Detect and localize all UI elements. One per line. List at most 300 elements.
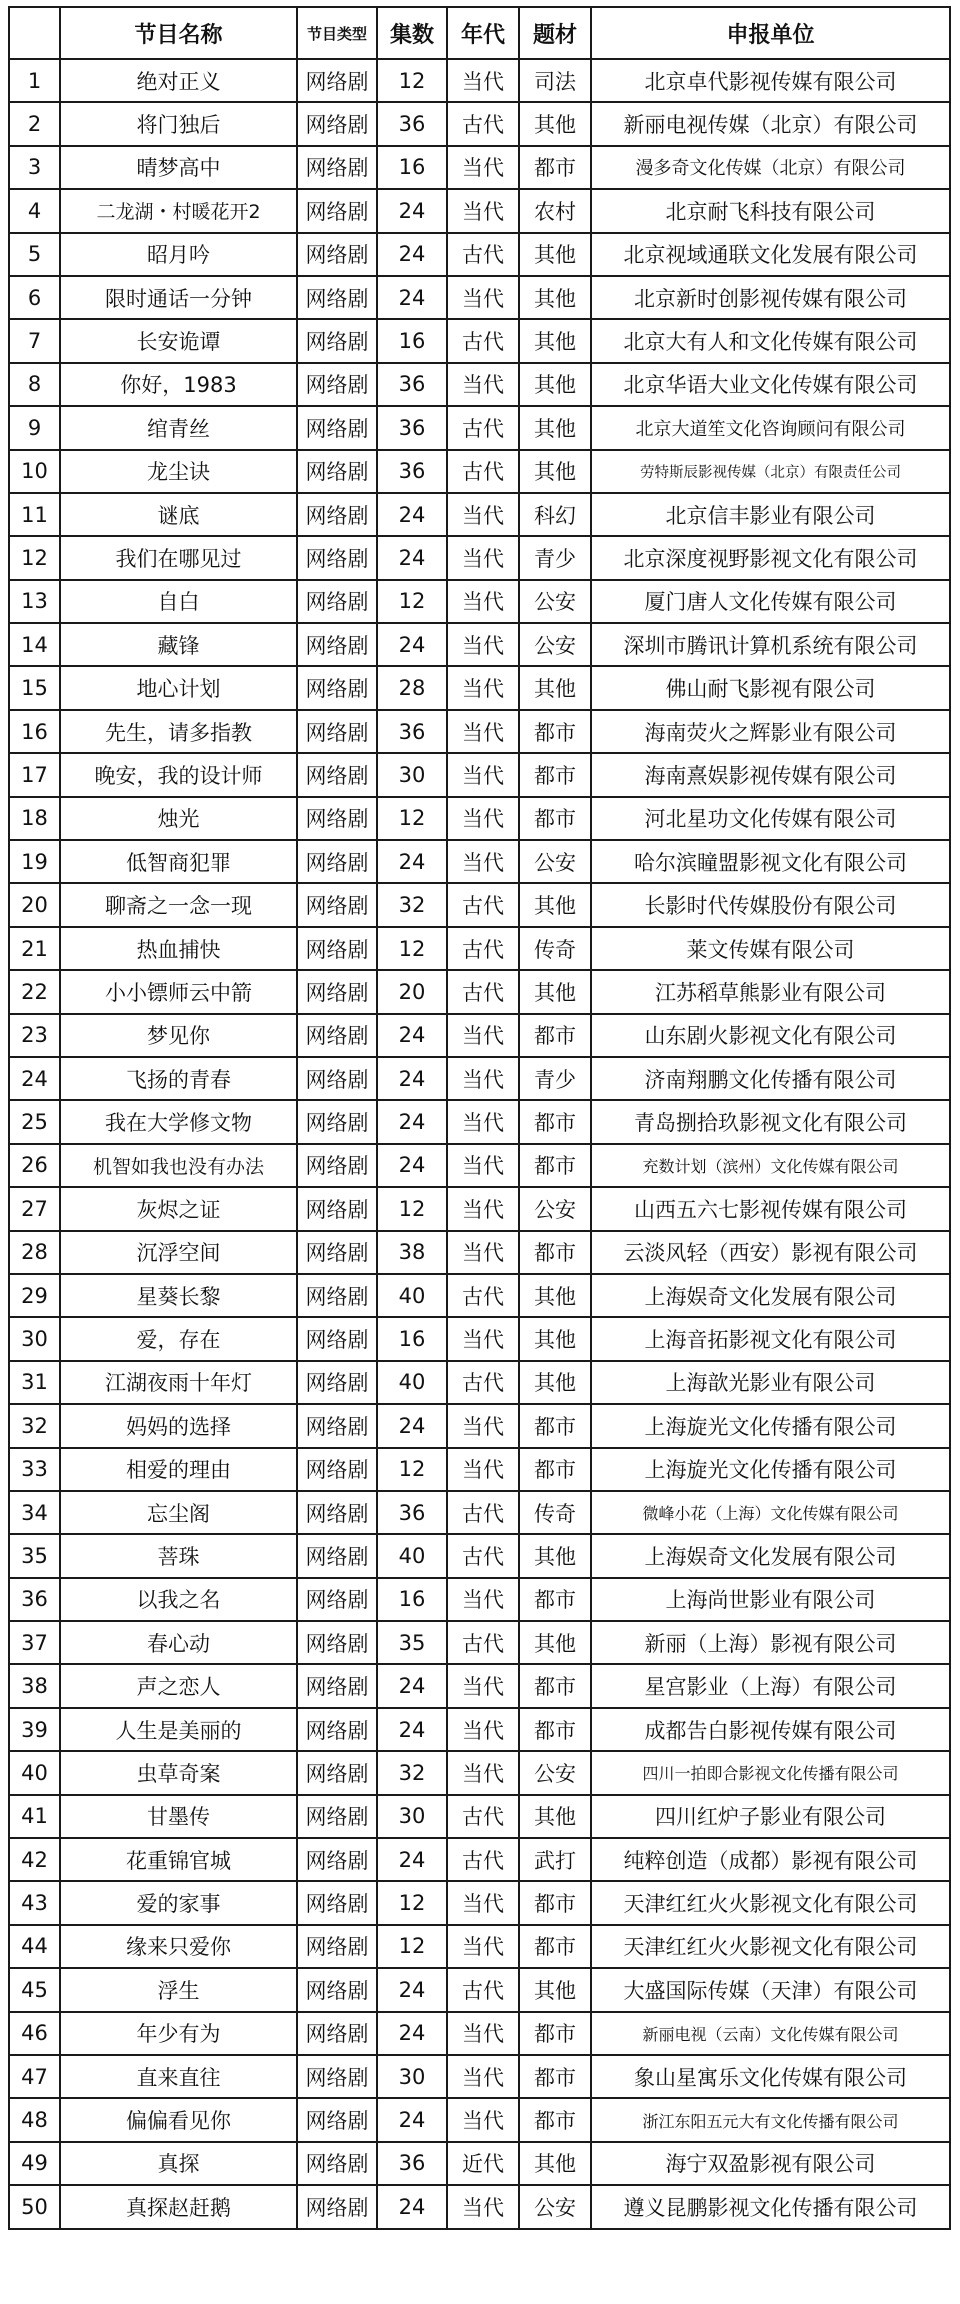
applicant-unit: 上海旋光文化传播有限公司 xyxy=(591,1448,950,1491)
applicant-unit: 四川一拍即合影视文化传播有限公司 xyxy=(591,1751,950,1794)
applicant-unit: 四川红炉子影业有限公司 xyxy=(591,1795,950,1838)
episode-count: 24 xyxy=(377,536,447,579)
table-row xyxy=(9,189,950,232)
era: 当代 xyxy=(447,580,519,623)
table-row xyxy=(9,1968,950,2011)
table-row xyxy=(9,2142,950,2185)
genre: 都市 xyxy=(519,1925,591,1968)
header-index xyxy=(9,7,60,59)
program-type: 网络剧 xyxy=(297,2012,377,2055)
row-index: 19 xyxy=(9,840,60,883)
applicant-unit: 佛山耐飞影视有限公司 xyxy=(591,666,950,709)
applicant-unit: 北京大道笙文化咨询顾问有限公司 xyxy=(591,406,950,449)
program-type: 网络剧 xyxy=(297,1621,377,1664)
applicant-unit: 漫多奇文化传媒（北京）有限公司 xyxy=(591,146,950,189)
program-name: 机智如我也没有办法 xyxy=(60,1144,297,1187)
applicant-unit: 河北星功文化传媒有限公司 xyxy=(591,797,950,840)
table-row xyxy=(9,102,950,145)
program-name: 晴梦高中 xyxy=(60,146,297,189)
era: 古代 xyxy=(447,406,519,449)
row-index: 31 xyxy=(9,1361,60,1404)
genre: 其他 xyxy=(519,883,591,926)
program-type: 网络剧 xyxy=(297,493,377,536)
era: 当代 xyxy=(447,753,519,796)
program-name: 真探赵赶鹅 xyxy=(60,2185,297,2228)
era: 古代 xyxy=(447,102,519,145)
era: 当代 xyxy=(447,1057,519,1100)
table-row xyxy=(9,840,950,883)
genre: 公安 xyxy=(519,1751,591,1794)
episode-count: 24 xyxy=(377,840,447,883)
era: 当代 xyxy=(447,1751,519,1794)
program-name: 你好，1983 xyxy=(60,363,297,406)
episode-count: 36 xyxy=(377,363,447,406)
program-name: 晚安，我的设计师 xyxy=(60,753,297,796)
genre: 其他 xyxy=(519,406,591,449)
header-applicant: 申报单位 xyxy=(591,7,950,59)
episode-count: 12 xyxy=(377,1925,447,1968)
era: 当代 xyxy=(447,493,519,536)
program-type: 网络剧 xyxy=(297,146,377,189)
table-row xyxy=(9,666,950,709)
applicant-unit: 劳特斯辰影视传媒（北京）有限责任公司 xyxy=(591,450,950,493)
genre: 都市 xyxy=(519,1881,591,1924)
table-row xyxy=(9,146,950,189)
table-row xyxy=(9,1187,950,1230)
table-row xyxy=(9,406,950,449)
row-index: 17 xyxy=(9,753,60,796)
program-name: 自白 xyxy=(60,580,297,623)
table-row xyxy=(9,710,950,753)
applicant-unit: 山东剧火影视文化有限公司 xyxy=(591,1014,950,1057)
program-type: 网络剧 xyxy=(297,363,377,406)
applicant-unit: 大盛国际传媒（天津）有限公司 xyxy=(591,1968,950,2011)
episode-count: 30 xyxy=(377,2055,447,2098)
genre: 公安 xyxy=(519,580,591,623)
program-type: 网络剧 xyxy=(297,1968,377,2011)
era: 古代 xyxy=(447,883,519,926)
era: 当代 xyxy=(447,1144,519,1187)
table-row xyxy=(9,59,950,102)
episode-count: 12 xyxy=(377,580,447,623)
table-row xyxy=(9,1057,950,1100)
episode-count: 36 xyxy=(377,2142,447,2185)
episode-count: 12 xyxy=(377,59,447,102)
genre: 传奇 xyxy=(519,927,591,970)
table-row xyxy=(9,1361,950,1404)
genre: 其他 xyxy=(519,1968,591,2011)
genre: 其他 xyxy=(519,319,591,362)
program-name: 烛光 xyxy=(60,797,297,840)
genre: 都市 xyxy=(519,710,591,753)
program-type: 网络剧 xyxy=(297,2185,377,2228)
row-index: 16 xyxy=(9,710,60,753)
program-name: 藏锋 xyxy=(60,623,297,666)
program-name: 将门独后 xyxy=(60,102,297,145)
program-name: 相爱的理由 xyxy=(60,1448,297,1491)
row-index: 20 xyxy=(9,883,60,926)
era: 当代 xyxy=(447,1708,519,1751)
table-row xyxy=(9,797,950,840)
program-name: 春心动 xyxy=(60,1621,297,1664)
program-name: 花重锦官城 xyxy=(60,1838,297,1881)
era: 古代 xyxy=(447,1968,519,2011)
applicant-unit: 北京华语大业文化传媒有限公司 xyxy=(591,363,950,406)
episode-count: 40 xyxy=(377,1361,447,1404)
era: 当代 xyxy=(447,1925,519,1968)
era: 古代 xyxy=(447,1621,519,1664)
program-type: 网络剧 xyxy=(297,2055,377,2098)
genre: 都市 xyxy=(519,1448,591,1491)
row-index: 6 xyxy=(9,276,60,319)
program-name: 偏偏看见你 xyxy=(60,2098,297,2141)
episode-count: 40 xyxy=(377,1534,447,1577)
program-name: 声之恋人 xyxy=(60,1664,297,1707)
table-row xyxy=(9,580,950,623)
table-row xyxy=(9,753,950,796)
episode-count: 30 xyxy=(377,1795,447,1838)
row-index: 49 xyxy=(9,2142,60,2185)
program-name: 以我之名 xyxy=(60,1578,297,1621)
applicant-unit: 新丽电视（云南）文化传媒有限公司 xyxy=(591,2012,950,2055)
header-row xyxy=(9,7,950,59)
table-row xyxy=(9,1534,950,1577)
episode-count: 24 xyxy=(377,493,447,536)
row-index: 40 xyxy=(9,1751,60,1794)
program-name: 缘来只爱你 xyxy=(60,1925,297,1968)
episode-count: 28 xyxy=(377,666,447,709)
genre: 青少 xyxy=(519,1057,591,1100)
episode-count: 16 xyxy=(377,319,447,362)
program-name: 人生是美丽的 xyxy=(60,1708,297,1751)
program-name: 沉浮空间 xyxy=(60,1231,297,1274)
applicant-unit: 海南荧火之辉影业有限公司 xyxy=(591,710,950,753)
applicant-unit: 充数计划（滨州）文化传媒有限公司 xyxy=(591,1144,950,1187)
era: 古代 xyxy=(447,450,519,493)
genre: 都市 xyxy=(519,2055,591,2098)
genre: 公安 xyxy=(519,1187,591,1230)
era: 当代 xyxy=(447,797,519,840)
episode-count: 24 xyxy=(377,189,447,232)
program-name: 直来直往 xyxy=(60,2055,297,2098)
applicant-unit: 新丽电视传媒（北京）有限公司 xyxy=(591,102,950,145)
episode-count: 32 xyxy=(377,883,447,926)
applicant-unit: 新丽（上海）影视有限公司 xyxy=(591,1621,950,1664)
genre: 都市 xyxy=(519,1014,591,1057)
genre: 其他 xyxy=(519,233,591,276)
program-type: 网络剧 xyxy=(297,2098,377,2141)
genre: 公安 xyxy=(519,2185,591,2228)
table-row xyxy=(9,1100,950,1143)
table-row xyxy=(9,233,950,276)
applicant-unit: 北京信丰影业有限公司 xyxy=(591,493,950,536)
row-index: 3 xyxy=(9,146,60,189)
program-name: 低智商犯罪 xyxy=(60,840,297,883)
episode-count: 24 xyxy=(377,2185,447,2228)
row-index: 39 xyxy=(9,1708,60,1751)
header-episodes: 集数 xyxy=(377,7,447,59)
program-name: 浮生 xyxy=(60,1968,297,2011)
genre: 都市 xyxy=(519,1100,591,1143)
table-row xyxy=(9,1881,950,1924)
program-name: 爱的家事 xyxy=(60,1881,297,1924)
program-type: 网络剧 xyxy=(297,1404,377,1447)
era: 当代 xyxy=(447,276,519,319)
applicant-unit: 北京耐飞科技有限公司 xyxy=(591,189,950,232)
applicant-unit: 云淡风轻（西安）影视有限公司 xyxy=(591,1231,950,1274)
applicant-unit: 北京新时创影视传媒有限公司 xyxy=(591,276,950,319)
era: 当代 xyxy=(447,1317,519,1360)
genre: 都市 xyxy=(519,1404,591,1447)
applicant-unit: 天津红红火火影视文化有限公司 xyxy=(591,1925,950,1968)
episode-count: 12 xyxy=(377,797,447,840)
row-index: 43 xyxy=(9,1881,60,1924)
genre: 其他 xyxy=(519,1795,591,1838)
era: 古代 xyxy=(447,233,519,276)
table-row xyxy=(9,1751,950,1794)
era: 当代 xyxy=(447,59,519,102)
program-name: 真探 xyxy=(60,2142,297,2185)
table-row xyxy=(9,1578,950,1621)
applicant-unit: 上海歆光影业有限公司 xyxy=(591,1361,950,1404)
era: 当代 xyxy=(447,146,519,189)
applicant-unit: 莱文传媒有限公司 xyxy=(591,927,950,970)
table-body xyxy=(9,59,950,2229)
applicant-unit: 青岛捌拾玖影视文化有限公司 xyxy=(591,1100,950,1143)
episode-count: 12 xyxy=(377,1187,447,1230)
table-row xyxy=(9,1274,950,1317)
era: 当代 xyxy=(447,189,519,232)
program-type: 网络剧 xyxy=(297,1448,377,1491)
program-type: 网络剧 xyxy=(297,1187,377,1230)
table-row xyxy=(9,1708,950,1751)
program-name: 甘墨传 xyxy=(60,1795,297,1838)
program-name: 绝对正义 xyxy=(60,59,297,102)
table-row xyxy=(9,1404,950,1447)
row-index: 48 xyxy=(9,2098,60,2141)
era: 古代 xyxy=(447,1838,519,1881)
row-index: 11 xyxy=(9,493,60,536)
table-row xyxy=(9,319,950,362)
program-name: 我们在哪见过 xyxy=(60,536,297,579)
episode-count: 24 xyxy=(377,233,447,276)
program-type: 网络剧 xyxy=(297,1925,377,1968)
era: 当代 xyxy=(447,1187,519,1230)
program-type: 网络剧 xyxy=(297,623,377,666)
table-row xyxy=(9,276,950,319)
episode-count: 24 xyxy=(377,1838,447,1881)
table-row xyxy=(9,623,950,666)
applicant-unit: 上海尚世影业有限公司 xyxy=(591,1578,950,1621)
episode-count: 16 xyxy=(377,146,447,189)
program-type: 网络剧 xyxy=(297,450,377,493)
row-index: 12 xyxy=(9,536,60,579)
row-index: 26 xyxy=(9,1144,60,1187)
episode-count: 24 xyxy=(377,1100,447,1143)
row-index: 30 xyxy=(9,1317,60,1360)
episode-count: 30 xyxy=(377,753,447,796)
program-type: 网络剧 xyxy=(297,883,377,926)
episode-count: 24 xyxy=(377,2012,447,2055)
program-type: 网络剧 xyxy=(297,1144,377,1187)
era: 当代 xyxy=(447,536,519,579)
episode-count: 16 xyxy=(377,1317,447,1360)
program-name: 龙尘诀 xyxy=(60,450,297,493)
genre: 其他 xyxy=(519,1317,591,1360)
program-type: 网络剧 xyxy=(297,1317,377,1360)
program-name: 飞扬的青春 xyxy=(60,1057,297,1100)
table-row xyxy=(9,1795,950,1838)
program-type: 网络剧 xyxy=(297,189,377,232)
table-row xyxy=(9,2098,950,2141)
row-index: 38 xyxy=(9,1664,60,1707)
program-type: 网络剧 xyxy=(297,1100,377,1143)
row-index: 10 xyxy=(9,450,60,493)
era: 古代 xyxy=(447,1491,519,1534)
era: 当代 xyxy=(447,1578,519,1621)
episode-count: 24 xyxy=(377,623,447,666)
applicant-unit: 长影时代传媒股份有限公司 xyxy=(591,883,950,926)
genre: 都市 xyxy=(519,2098,591,2141)
episode-count: 20 xyxy=(377,970,447,1013)
row-index: 34 xyxy=(9,1491,60,1534)
row-index: 46 xyxy=(9,2012,60,2055)
genre: 都市 xyxy=(519,1231,591,1274)
program-type: 网络剧 xyxy=(297,406,377,449)
episode-count: 32 xyxy=(377,1751,447,1794)
genre: 农村 xyxy=(519,189,591,232)
program-name: 菩珠 xyxy=(60,1534,297,1577)
program-name: 梦见你 xyxy=(60,1014,297,1057)
program-type: 网络剧 xyxy=(297,102,377,145)
era: 古代 xyxy=(447,1534,519,1577)
row-index: 29 xyxy=(9,1274,60,1317)
genre: 其他 xyxy=(519,276,591,319)
program-type: 网络剧 xyxy=(297,1231,377,1274)
episode-count: 36 xyxy=(377,1491,447,1534)
table-row xyxy=(9,1621,950,1664)
applicant-unit: 北京大有人和文化传媒有限公司 xyxy=(591,319,950,362)
program-name: 忘尘阁 xyxy=(60,1491,297,1534)
program-name: 我在大学修文物 xyxy=(60,1100,297,1143)
row-index: 50 xyxy=(9,2185,60,2228)
genre: 其他 xyxy=(519,1361,591,1404)
program-type: 网络剧 xyxy=(297,1014,377,1057)
era: 当代 xyxy=(447,2098,519,2141)
episode-count: 24 xyxy=(377,1664,447,1707)
program-name: 年少有为 xyxy=(60,2012,297,2055)
era: 古代 xyxy=(447,970,519,1013)
program-type: 网络剧 xyxy=(297,927,377,970)
program-name: 灰烬之证 xyxy=(60,1187,297,1230)
row-index: 42 xyxy=(9,1838,60,1881)
table-row xyxy=(9,1144,950,1187)
episode-count: 38 xyxy=(377,1231,447,1274)
row-index: 44 xyxy=(9,1925,60,1968)
program-type: 网络剧 xyxy=(297,1795,377,1838)
row-index: 22 xyxy=(9,970,60,1013)
episode-count: 16 xyxy=(377,1578,447,1621)
genre: 其他 xyxy=(519,363,591,406)
genre: 都市 xyxy=(519,1664,591,1707)
row-index: 32 xyxy=(9,1404,60,1447)
applicant-unit: 北京深度视野影视文化有限公司 xyxy=(591,536,950,579)
applicant-unit: 纯粹创造（成都）影视有限公司 xyxy=(591,1838,950,1881)
applicant-unit: 海宁双盈影视有限公司 xyxy=(591,2142,950,2185)
table-row xyxy=(9,1014,950,1057)
row-index: 35 xyxy=(9,1534,60,1577)
episode-count: 36 xyxy=(377,450,447,493)
program-name: 先生，请多指教 xyxy=(60,710,297,753)
genre: 其他 xyxy=(519,1621,591,1664)
table-row xyxy=(9,363,950,406)
applicant-unit: 浙江东阳五元大有文化传播有限公司 xyxy=(591,2098,950,2141)
episode-count: 24 xyxy=(377,2098,447,2141)
row-index: 28 xyxy=(9,1231,60,1274)
applicant-unit: 象山星寓乐文化传媒有限公司 xyxy=(591,2055,950,2098)
row-index: 13 xyxy=(9,580,60,623)
applicant-unit: 上海娱奇文化发展有限公司 xyxy=(591,1534,950,1577)
header-genre: 题材 xyxy=(519,7,591,59)
row-index: 5 xyxy=(9,233,60,276)
program-type: 网络剧 xyxy=(297,797,377,840)
program-type: 网络剧 xyxy=(297,1664,377,1707)
genre: 其他 xyxy=(519,2142,591,2185)
era: 古代 xyxy=(447,1274,519,1317)
program-type: 网络剧 xyxy=(297,536,377,579)
genre: 都市 xyxy=(519,1708,591,1751)
genre: 都市 xyxy=(519,797,591,840)
episode-count: 12 xyxy=(377,1448,447,1491)
era: 当代 xyxy=(447,2055,519,2098)
row-index: 7 xyxy=(9,319,60,362)
genre: 其他 xyxy=(519,1534,591,1577)
era: 当代 xyxy=(447,1014,519,1057)
era: 当代 xyxy=(447,1881,519,1924)
row-index: 4 xyxy=(9,189,60,232)
table-row xyxy=(9,1491,950,1534)
program-type: 网络剧 xyxy=(297,1361,377,1404)
era: 古代 xyxy=(447,927,519,970)
row-index: 15 xyxy=(9,666,60,709)
program-name: 地心计划 xyxy=(60,666,297,709)
genre: 都市 xyxy=(519,1144,591,1187)
era: 古代 xyxy=(447,319,519,362)
row-index: 41 xyxy=(9,1795,60,1838)
episode-count: 12 xyxy=(377,1881,447,1924)
program-name: 昭月吟 xyxy=(60,233,297,276)
applicant-unit: 深圳市腾讯计算机系统有限公司 xyxy=(591,623,950,666)
program-table xyxy=(8,6,951,2230)
genre: 科幻 xyxy=(519,493,591,536)
era: 当代 xyxy=(447,666,519,709)
program-type: 网络剧 xyxy=(297,1057,377,1100)
applicant-unit: 上海音拓影视文化有限公司 xyxy=(591,1317,950,1360)
genre: 公安 xyxy=(519,623,591,666)
row-index: 23 xyxy=(9,1014,60,1057)
table-row xyxy=(9,1838,950,1881)
applicant-unit: 天津红红火火影视文化有限公司 xyxy=(591,1881,950,1924)
genre: 武打 xyxy=(519,1838,591,1881)
program-type: 网络剧 xyxy=(297,1881,377,1924)
program-type: 网络剧 xyxy=(297,970,377,1013)
era: 古代 xyxy=(447,1795,519,1838)
program-name: 限时通话一分钟 xyxy=(60,276,297,319)
header-era: 年代 xyxy=(447,7,519,59)
program-name: 虫草奇案 xyxy=(60,1751,297,1794)
applicant-unit: 星宫影业（上海）有限公司 xyxy=(591,1664,950,1707)
row-index: 33 xyxy=(9,1448,60,1491)
